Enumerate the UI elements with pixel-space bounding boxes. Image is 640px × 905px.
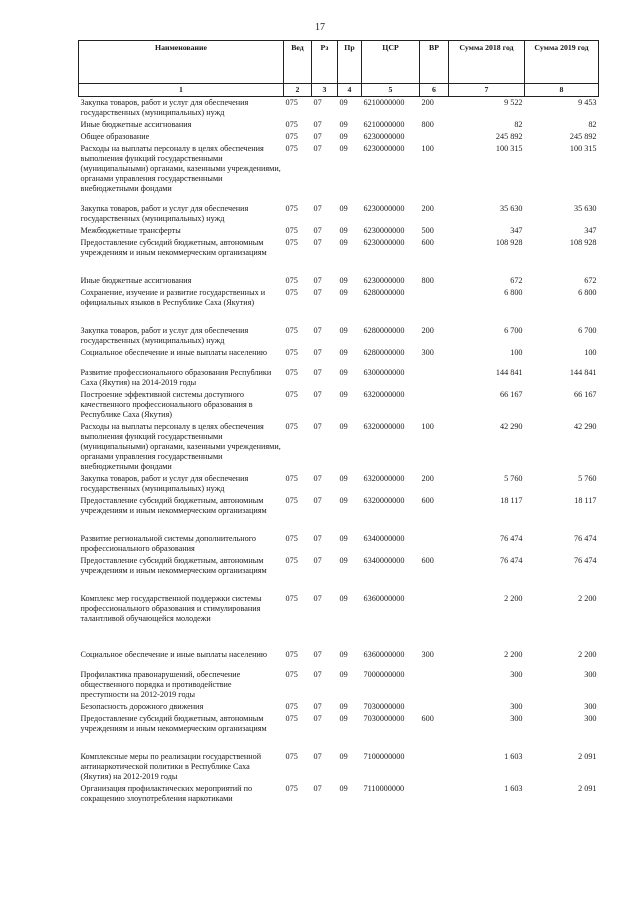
row-csr: 6360000000 bbox=[363, 650, 405, 659]
row-rz: 07 bbox=[313, 326, 322, 335]
column-number: 6 bbox=[420, 84, 449, 97]
row-sum-2018: 35 630 bbox=[499, 204, 523, 213]
row-sum-2019: 76 474 bbox=[573, 556, 597, 565]
row-sum-2019: 108 928 bbox=[569, 238, 597, 247]
row-rz: 07 bbox=[313, 422, 322, 431]
row-csr: 6230000000 bbox=[363, 204, 405, 213]
row-name: Профилактика правонарушений, обеспечение общественного порядка и противодействие преступности на 2012-2019 годы bbox=[80, 670, 241, 699]
row-vr: 600 bbox=[421, 556, 434, 565]
row-pr: 09 bbox=[339, 120, 348, 129]
row-vr: 100 bbox=[421, 422, 434, 431]
row-vr: 600 bbox=[421, 238, 434, 247]
row-sum-2018: 2 200 bbox=[504, 650, 523, 659]
row-spacer bbox=[79, 625, 599, 633]
row-rz: 07 bbox=[313, 144, 322, 153]
row-name: Сохранение, изучение и развитие государственных и официальных языков в Республике Саха (Якутия) bbox=[80, 288, 266, 307]
row-spacer-cell bbox=[79, 359, 599, 367]
row-spacer-cell bbox=[79, 661, 599, 669]
row-vr: 200 bbox=[421, 326, 434, 335]
table-row bbox=[79, 649, 599, 661]
row-spacer bbox=[79, 641, 599, 649]
table-row bbox=[79, 593, 599, 625]
row-ved: 075 bbox=[285, 226, 298, 235]
table-row bbox=[79, 119, 599, 131]
row-ved: 075 bbox=[285, 120, 298, 129]
row-pr: 09 bbox=[339, 144, 348, 153]
row-spacer bbox=[79, 267, 599, 275]
column-number-row bbox=[79, 84, 599, 97]
header-sum-2019: Сумма 2019 год bbox=[525, 41, 599, 84]
row-sum-2019: 144 841 bbox=[569, 368, 597, 377]
row-pr: 09 bbox=[339, 226, 348, 235]
row-sum-2019: 2 091 bbox=[578, 784, 597, 793]
row-sum-2019: 2 200 bbox=[578, 594, 597, 603]
table-row bbox=[79, 533, 599, 555]
table-row bbox=[79, 473, 599, 495]
row-sum-2018: 300 bbox=[510, 714, 523, 723]
row-sum-2019: 18 117 bbox=[574, 496, 597, 505]
row-spacer bbox=[79, 661, 599, 669]
row-sum-2018: 347 bbox=[510, 226, 523, 235]
table-row bbox=[79, 783, 599, 805]
row-vr: 300 bbox=[421, 650, 434, 659]
row-name: Общее образование bbox=[80, 132, 150, 141]
row-csr: 6320000000 bbox=[363, 474, 405, 483]
row-csr: 6210000000 bbox=[363, 98, 405, 107]
row-pr: 09 bbox=[339, 670, 348, 679]
row-vr bbox=[420, 669, 449, 701]
header-pr: Пр bbox=[338, 41, 362, 84]
row-spacer-cell bbox=[79, 735, 599, 743]
header-rz: Рз bbox=[312, 41, 338, 84]
table-row bbox=[79, 203, 599, 225]
row-rz: 07 bbox=[313, 594, 322, 603]
row-csr: 6230000000 bbox=[363, 276, 405, 285]
row-pr: 09 bbox=[339, 288, 348, 297]
row-sum-2019: 6 700 bbox=[578, 326, 597, 335]
row-vr bbox=[420, 367, 449, 389]
row-rz: 07 bbox=[313, 474, 322, 483]
row-ved: 075 bbox=[285, 144, 298, 153]
row-pr: 09 bbox=[339, 390, 348, 399]
row-pr: 09 bbox=[339, 98, 348, 107]
row-spacer-cell bbox=[79, 625, 599, 633]
row-pr: 09 bbox=[339, 752, 348, 761]
row-rz: 07 bbox=[313, 288, 322, 297]
row-vr bbox=[420, 389, 449, 421]
row-csr: 6320000000 bbox=[363, 422, 405, 431]
row-name: Межбюджетные трансферты bbox=[80, 226, 181, 235]
table-row bbox=[79, 669, 599, 701]
row-sum-2018: 76 474 bbox=[499, 534, 523, 543]
row-spacer bbox=[79, 259, 599, 267]
table-row bbox=[79, 287, 599, 309]
row-sum-2018: 672 bbox=[510, 276, 523, 285]
row-ved: 075 bbox=[285, 368, 298, 377]
row-rz: 07 bbox=[313, 276, 322, 285]
row-rz: 07 bbox=[313, 348, 322, 357]
row-pr: 09 bbox=[339, 474, 348, 483]
row-ved: 075 bbox=[285, 238, 298, 247]
row-rz: 07 bbox=[313, 784, 322, 793]
row-sum-2019: 76 474 bbox=[573, 534, 597, 543]
row-sum-2018: 300 bbox=[510, 702, 523, 711]
table-row bbox=[79, 701, 599, 713]
table-row bbox=[79, 367, 599, 389]
row-ved: 075 bbox=[285, 702, 298, 711]
row-ved: 075 bbox=[285, 784, 298, 793]
row-csr: 6320000000 bbox=[363, 496, 405, 505]
table-header-row bbox=[79, 41, 599, 84]
row-name: Безопасность дорожного движения bbox=[80, 702, 204, 711]
row-sum-2019: 66 167 bbox=[573, 390, 597, 399]
row-rz: 07 bbox=[313, 752, 322, 761]
row-sum-2019: 2 091 bbox=[578, 752, 597, 761]
row-csr: 6210000000 bbox=[363, 120, 405, 129]
row-ved: 075 bbox=[285, 752, 298, 761]
row-ved: 075 bbox=[285, 534, 298, 543]
table-row bbox=[79, 275, 599, 287]
row-sum-2018: 66 167 bbox=[499, 390, 523, 399]
row-spacer bbox=[79, 585, 599, 593]
row-spacer bbox=[79, 743, 599, 751]
row-sum-2018: 76 474 bbox=[499, 556, 523, 565]
table-row bbox=[79, 97, 599, 120]
row-csr: 7030000000 bbox=[363, 714, 405, 723]
row-ved: 075 bbox=[285, 132, 298, 141]
row-csr: 7030000000 bbox=[363, 702, 405, 711]
row-ved: 075 bbox=[285, 714, 298, 723]
row-rz: 07 bbox=[313, 368, 322, 377]
row-spacer-cell bbox=[79, 267, 599, 275]
row-vr bbox=[420, 131, 449, 143]
row-sum-2019: 300 bbox=[584, 702, 597, 711]
row-spacer bbox=[79, 735, 599, 743]
row-pr: 09 bbox=[339, 132, 348, 141]
row-pr: 09 bbox=[339, 650, 348, 659]
row-sum-2019: 9 453 bbox=[578, 98, 597, 107]
row-name: Социальное обеспечение и иные выплаты населению bbox=[80, 650, 267, 659]
row-sum-2018: 245 892 bbox=[495, 132, 523, 141]
column-number: 8 bbox=[525, 84, 599, 97]
row-pr: 09 bbox=[339, 496, 348, 505]
row-pr: 09 bbox=[339, 276, 348, 285]
row-vr: 600 bbox=[421, 496, 434, 505]
row-sum-2018: 144 841 bbox=[495, 368, 523, 377]
column-number: 4 bbox=[338, 84, 362, 97]
row-rz: 07 bbox=[313, 702, 322, 711]
row-csr: 6280000000 bbox=[363, 326, 405, 335]
row-spacer bbox=[79, 517, 599, 525]
row-rz: 07 bbox=[313, 226, 322, 235]
row-pr: 09 bbox=[339, 714, 348, 723]
row-vr: 300 bbox=[421, 348, 434, 357]
budget-table bbox=[78, 40, 599, 805]
row-pr: 09 bbox=[339, 326, 348, 335]
row-csr: 6360000000 bbox=[363, 594, 405, 603]
row-sum-2019: 42 290 bbox=[573, 422, 597, 431]
row-sum-2018: 42 290 bbox=[499, 422, 523, 431]
row-rz: 07 bbox=[313, 714, 322, 723]
row-csr: 6230000000 bbox=[363, 144, 405, 153]
row-pr: 09 bbox=[339, 422, 348, 431]
row-vr: 800 bbox=[421, 120, 434, 129]
table-row bbox=[79, 347, 599, 359]
row-pr: 09 bbox=[339, 348, 348, 357]
row-vr bbox=[420, 751, 449, 783]
row-sum-2018: 1 603 bbox=[504, 752, 523, 761]
row-sum-2018: 100 bbox=[510, 348, 523, 357]
row-ved: 075 bbox=[285, 474, 298, 483]
row-name: Расходы на выплаты персоналу в целях обеспечения выполнения функций государственными (муниципальными) органами, казенными учреждениями, органами управления государственными внебюджетными фондами bbox=[80, 422, 281, 471]
row-csr: 6230000000 bbox=[363, 132, 405, 141]
row-vr: 800 bbox=[421, 276, 434, 285]
row-rz: 07 bbox=[313, 556, 322, 565]
row-vr: 200 bbox=[421, 474, 434, 483]
table-row bbox=[79, 421, 599, 473]
table-row bbox=[79, 225, 599, 237]
row-spacer-cell bbox=[79, 641, 599, 649]
page-number: 17 bbox=[315, 22, 325, 33]
row-sum-2019: 300 bbox=[584, 670, 597, 679]
row-ved: 075 bbox=[285, 326, 298, 335]
header-vr: ВР bbox=[420, 41, 449, 84]
table-row bbox=[79, 751, 599, 783]
row-csr: 6280000000 bbox=[363, 288, 405, 297]
column-number: 2 bbox=[284, 84, 312, 97]
row-pr: 09 bbox=[339, 204, 348, 213]
row-pr: 09 bbox=[339, 784, 348, 793]
row-vr bbox=[420, 701, 449, 713]
row-sum-2018: 100 315 bbox=[495, 144, 523, 153]
table-row bbox=[79, 713, 599, 735]
row-name: Закупка товаров, работ и услуг для обеспечения государственных (муниципальных) нужд bbox=[80, 98, 249, 117]
table-row bbox=[79, 389, 599, 421]
row-pr: 09 bbox=[339, 556, 348, 565]
row-vr bbox=[420, 533, 449, 555]
row-vr bbox=[420, 287, 449, 309]
row-sum-2019: 100 315 bbox=[569, 144, 597, 153]
row-rz: 07 bbox=[313, 496, 322, 505]
row-name: Иные бюджетные ассигнования bbox=[80, 120, 192, 129]
row-rz: 07 bbox=[313, 120, 322, 129]
row-sum-2018: 6 800 bbox=[504, 288, 523, 297]
row-spacer bbox=[79, 633, 599, 641]
row-spacer-cell bbox=[79, 259, 599, 267]
row-rz: 07 bbox=[313, 98, 322, 107]
header-name: Наименование bbox=[79, 41, 284, 84]
row-sum-2018: 9 522 bbox=[504, 98, 523, 107]
row-csr: 7100000000 bbox=[363, 752, 405, 761]
row-spacer bbox=[79, 309, 599, 317]
table-row bbox=[79, 495, 599, 517]
row-ved: 075 bbox=[285, 204, 298, 213]
row-ved: 075 bbox=[285, 422, 298, 431]
row-name: Предоставление субсидий бюджетным, автономным учреждениям и иным некоммерческим организациям bbox=[80, 496, 267, 515]
row-rz: 07 bbox=[313, 132, 322, 141]
row-sum-2019: 5 760 bbox=[578, 474, 597, 483]
row-sum-2019: 6 800 bbox=[578, 288, 597, 297]
row-pr: 09 bbox=[339, 702, 348, 711]
column-number: 3 bbox=[312, 84, 338, 97]
row-name: Предоставление субсидий бюджетным, автономным учреждениям и иным некоммерческим организациям bbox=[80, 238, 267, 257]
row-rz: 07 bbox=[313, 650, 322, 659]
row-vr: 200 bbox=[421, 98, 434, 107]
table-row bbox=[79, 325, 599, 347]
table-row bbox=[79, 143, 599, 195]
row-spacer-cell bbox=[79, 517, 599, 525]
row-csr: 6300000000 bbox=[363, 368, 405, 377]
row-ved: 075 bbox=[285, 670, 298, 679]
row-name: Развитие региональной системы дополнительного профессионального образования bbox=[80, 534, 257, 553]
row-name: Комплексные меры по реализации государственной антинаркотической политики в Республике Саха (Якутия) на 2012-2019 годы bbox=[80, 752, 262, 781]
row-sum-2018: 5 760 bbox=[504, 474, 523, 483]
row-name: Развитие профессионального образования Республики Саха (Якутия) на 2014-2019 годы bbox=[80, 368, 272, 387]
row-name: Социальное обеспечение и иные выплаты населению bbox=[80, 348, 267, 357]
header-sum-2018: Сумма 2018 год bbox=[449, 41, 525, 84]
header-csr: ЦСР bbox=[362, 41, 420, 84]
row-ved: 075 bbox=[285, 98, 298, 107]
row-sum-2018: 18 117 bbox=[500, 496, 523, 505]
row-vr: 200 bbox=[421, 204, 434, 213]
row-rz: 07 bbox=[313, 238, 322, 247]
row-ved: 075 bbox=[285, 348, 298, 357]
row-pr: 09 bbox=[339, 368, 348, 377]
row-sum-2019: 100 bbox=[584, 348, 597, 357]
row-csr: 6320000000 bbox=[363, 390, 405, 399]
column-number: 5 bbox=[362, 84, 420, 97]
row-sum-2019: 672 bbox=[584, 276, 597, 285]
row-csr: 6280000000 bbox=[363, 348, 405, 357]
row-csr: 7000000000 bbox=[363, 670, 405, 679]
row-spacer-cell bbox=[79, 525, 599, 533]
row-sum-2018: 6 700 bbox=[504, 326, 523, 335]
row-sum-2018: 300 bbox=[510, 670, 523, 679]
row-pr: 09 bbox=[339, 238, 348, 247]
row-rz: 07 bbox=[313, 390, 322, 399]
row-name: Комплекс мер государственной поддержки системы профессионального образования и стимулирования талантливой обучающейся молодежи bbox=[80, 594, 262, 623]
row-sum-2019: 300 bbox=[584, 714, 597, 723]
row-spacer-cell bbox=[79, 743, 599, 751]
row-sum-2018: 108 928 bbox=[495, 238, 523, 247]
row-spacer bbox=[79, 577, 599, 585]
row-sum-2019: 245 892 bbox=[569, 132, 597, 141]
row-csr: 6340000000 bbox=[363, 556, 405, 565]
table-body bbox=[79, 97, 599, 806]
row-rz: 07 bbox=[313, 204, 322, 213]
row-sum-2019: 35 630 bbox=[573, 204, 597, 213]
row-name: Закупка товаров, работ и услуг для обеспечения государственных (муниципальных) нужд bbox=[80, 474, 249, 493]
row-vr: 500 bbox=[421, 226, 434, 235]
row-spacer-cell bbox=[79, 309, 599, 317]
table-row bbox=[79, 555, 599, 577]
row-name: Предоставление субсидий бюджетным, автономным учреждениям и иным некоммерческим организациям bbox=[80, 556, 267, 575]
table-row bbox=[79, 237, 599, 259]
row-vr bbox=[420, 783, 449, 805]
header-ved: Вед bbox=[284, 41, 312, 84]
row-sum-2018: 1 603 bbox=[504, 784, 523, 793]
row-name: Предоставление субсидий бюджетным, автономным учреждениям и иным некоммерческим организациям bbox=[80, 714, 267, 733]
row-rz: 07 bbox=[313, 534, 322, 543]
row-pr: 09 bbox=[339, 594, 348, 603]
row-csr: 6230000000 bbox=[363, 238, 405, 247]
row-csr: 6230000000 bbox=[363, 226, 405, 235]
row-ved: 075 bbox=[285, 276, 298, 285]
row-spacer bbox=[79, 359, 599, 367]
row-ved: 075 bbox=[285, 496, 298, 505]
row-spacer bbox=[79, 195, 599, 203]
table-row bbox=[79, 131, 599, 143]
row-sum-2019: 82 bbox=[588, 120, 597, 129]
row-sum-2018: 2 200 bbox=[504, 594, 523, 603]
row-name: Организация профилактических мероприятий по сокращению злоупотребления наркотиками bbox=[80, 784, 253, 803]
row-spacer bbox=[79, 525, 599, 533]
row-name: Иные бюджетные ассигнования bbox=[80, 276, 192, 285]
row-ved: 075 bbox=[285, 594, 298, 603]
row-csr: 6340000000 bbox=[363, 534, 405, 543]
row-pr: 09 bbox=[339, 534, 348, 543]
row-ved: 075 bbox=[285, 288, 298, 297]
row-ved: 075 bbox=[285, 390, 298, 399]
row-spacer-cell bbox=[79, 577, 599, 585]
row-name: Закупка товаров, работ и услуг для обеспечения государственных (муниципальных) нужд bbox=[80, 204, 249, 223]
row-sum-2018: 82 bbox=[514, 120, 523, 129]
column-number: 1 bbox=[79, 84, 284, 97]
row-csr: 7110000000 bbox=[363, 784, 405, 793]
column-number: 7 bbox=[449, 84, 525, 97]
row-name: Расходы на выплаты персоналу в целях обеспечения выполнения функций государственными (муниципальными) органами, казенными учреждениями, органами управления государственными внебюджетными фондами bbox=[80, 144, 281, 193]
row-name: Закупка товаров, работ и услуг для обеспечения государственных (муниципальных) нужд bbox=[80, 326, 249, 345]
row-sum-2019: 347 bbox=[584, 226, 597, 235]
row-spacer bbox=[79, 317, 599, 325]
row-name: Построение эффективной системы доступного качественного профессионального образования в Республике Саха (Якутия) bbox=[80, 390, 253, 419]
row-rz: 07 bbox=[313, 670, 322, 679]
row-spacer-cell bbox=[79, 633, 599, 641]
row-spacer-cell bbox=[79, 317, 599, 325]
row-spacer-cell bbox=[79, 585, 599, 593]
row-ved: 075 bbox=[285, 556, 298, 565]
row-sum-2019: 2 200 bbox=[578, 650, 597, 659]
row-vr bbox=[420, 593, 449, 625]
row-spacer-cell bbox=[79, 195, 599, 203]
row-vr: 600 bbox=[421, 714, 434, 723]
row-ved: 075 bbox=[285, 650, 298, 659]
row-vr: 100 bbox=[421, 144, 434, 153]
